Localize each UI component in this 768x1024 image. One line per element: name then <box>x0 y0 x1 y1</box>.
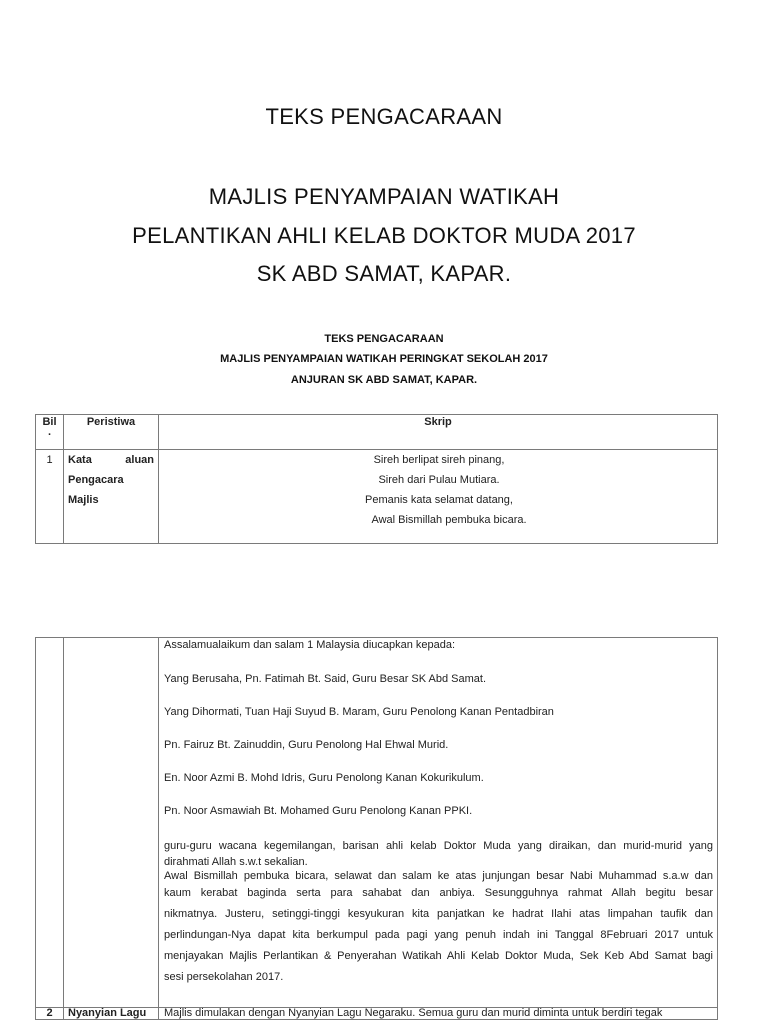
event-title: MAJLIS PENYAMPAIAN WATIKAH <box>208 184 560 209</box>
row1-event <box>64 450 159 544</box>
row1-script <box>159 450 718 544</box>
sub-event: MAJLIS PENYAMPAIAN WATIKAH PERINGKAT SEKOLAH 2017 <box>220 353 548 365</box>
guest-line: Pn. Fairuz Bt. Zainuddin, Guru Penolong Hal Ehwal Murid. <box>164 739 449 751</box>
program-table-2 <box>35 637 718 1020</box>
table-row <box>36 638 718 1008</box>
opening-line: perlindungan-Nya dapat kita berkumpul pada pagi yang penuh indah ini Tanggal 8Februari 2017 untuk <box>164 929 713 941</box>
header-skrip: Skrip <box>159 415 718 450</box>
table-row <box>36 450 718 544</box>
opening-line: kaum kerabat baginda serta para sahabat dan anbiya. Sesungguhnya rahmat Allah begitu besar <box>164 887 713 899</box>
address-line: guru-guru wacana kegemilangan, barisan ahli kelab Doktor Muda yang diraikan, dan murid-murid yang <box>164 840 713 852</box>
header-bil <box>36 415 64 450</box>
guest-line: Pn. Noor Asmawiah Bt. Mohamed Guru Penolong Kanan PPKI. <box>164 805 473 817</box>
row1-event-line1 <box>68 450 154 470</box>
pantun-line: Awal Bismillah pembuka bicara. <box>371 514 527 526</box>
pantun-line: Sireh dari Pulau Mutiara. <box>378 474 500 486</box>
table-header-row <box>36 415 718 450</box>
row-event-empty <box>64 638 159 1008</box>
pantun-line: Sireh berlipat sireh pinang, <box>373 454 505 466</box>
event-subtitle: PELANTIKAN AHLI KELAB DOKTOR MUDA 2017 <box>132 223 636 248</box>
welcome-script <box>159 638 718 1008</box>
opening-line: sesi persekolahan 2017. <box>164 971 284 983</box>
row2-bil: 2 <box>36 1008 64 1020</box>
opening-line: nikmatnya. Justeru, setinggi-tinggi kesyukuran kita panjatkan ke hadrat Ilahi atas limpahan taufik dan <box>164 908 713 920</box>
row1-bil-value: 1 <box>46 454 53 466</box>
header-bil-label: Bil <box>42 416 57 428</box>
row1-event-word1: Kata <box>68 454 92 466</box>
sub-organizer: ANJURAN SK ABD SAMAT, KAPAR. <box>290 374 478 386</box>
opening-line: menjayakan Majlis Perlantikan & Penyerahan Watikah Ahli Kelab Doktor Muda, Sek Keb Abd Samat bagi <box>164 950 713 962</box>
pantun-line: Pemanis kata selamat datang, <box>365 494 513 506</box>
header-peristiwa: Peristiwa <box>64 415 159 450</box>
row1-event-line3: Majlis <box>68 494 99 506</box>
row1-event-word2: aluan <box>125 454 154 466</box>
row2-script: Majlis dimulakan dengan Nyanyian Lagu Negaraku. Semua guru dan murid diminta untuk berdiri tegak <box>159 1008 718 1020</box>
row2-event: Nyanyian Lagu <box>64 1008 159 1020</box>
opening-line: Awal Bismillah pembuka bicara, selawat dan salam ke atas junjungan besar Nabi Muhammad s.a.w dan <box>164 870 713 882</box>
guest-line: Yang Berusaha, Pn. Fatimah Bt. Said, Guru Besar SK Abd Samat. <box>164 673 487 685</box>
school-name: SK ABD SAMAT, KAPAR. <box>256 261 512 286</box>
sub-title: TEKS PENGACARAAN <box>324 333 444 345</box>
program-table-1 <box>35 414 718 544</box>
doc-title: TEKS PENGACARAAN <box>265 104 503 129</box>
row1-bil <box>36 450 64 544</box>
address-line: dirahmati Allah s.w.t sekalian. <box>164 856 308 868</box>
table-row <box>36 1008 718 1020</box>
row-bil-empty <box>36 638 64 1008</box>
greeting-text: Assalamualaikum dan salam 1 Malaysia diucapkan kepada: <box>164 639 456 651</box>
header-bil-dot: . <box>47 426 52 438</box>
row1-event-line2: Pengacara <box>68 474 124 486</box>
guest-line: Yang Dihormati, Tuan Haji Suyud B. Maram, Guru Penolong Kanan Pentadbiran <box>164 706 554 718</box>
guest-line: En. Noor Azmi B. Mohd Idris, Guru Penolong Kanan Kokurikulum. <box>164 772 484 784</box>
